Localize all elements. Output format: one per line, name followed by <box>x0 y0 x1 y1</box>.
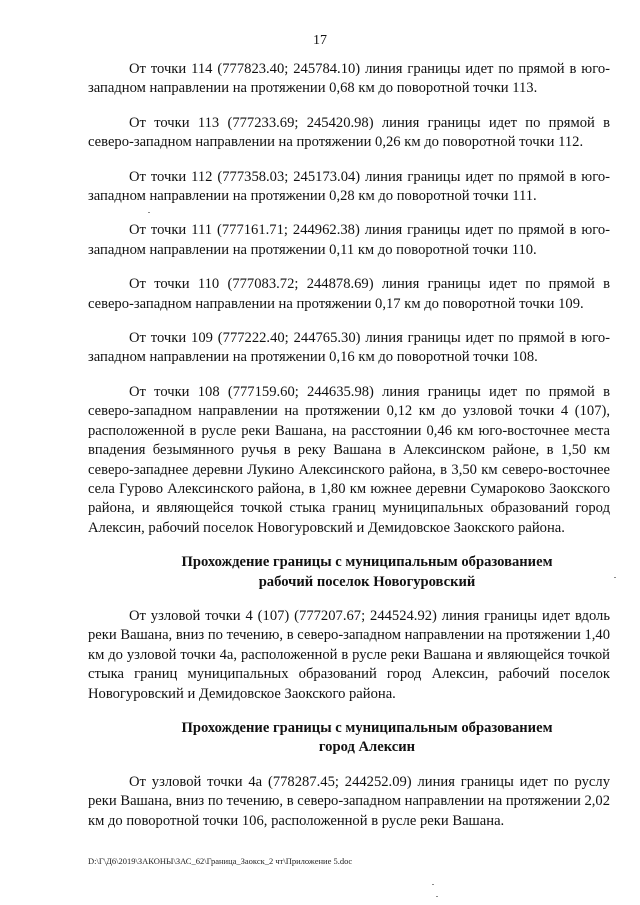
section-heading-novogurovsky <box>88 553 610 592</box>
section-heading-line: Прохождение границы с муниципальным образованием <box>181 719 553 736</box>
boundary-paragraph: От точки 109 (777222.40; 244765.30) линия границы идет по прямой в юго-западном направлении на протяжении 0,16 км до поворотной точки 108. <box>88 330 610 366</box>
boundary-paragraph: От точки 112 (777358.03; 245173.04) линия границы идет по прямой в юго-западном направлении на протяжении 0,28 км до поворотной точки 111. <box>88 168 610 205</box>
boundary-paragraph: От точки 110 (777083.72; 244878.69) линия границы идет по прямой в северо-западном направлении на протяжении 0,17 км до поворотной точки 109. <box>88 276 610 312</box>
boundary-paragraph: От точки 114 (777823.40; 245784.10) линия границы идет по прямой в юго-западном направлении на протяжении 0,68 км до поворотной точки 113. <box>88 61 610 97</box>
scan-speck <box>432 884 434 885</box>
scan-speck <box>614 577 616 578</box>
document-body <box>88 60 610 846</box>
section-heading-aleksin <box>88 719 610 758</box>
section-heading-line: рабочий поселок Новогуровский <box>258 573 476 590</box>
boundary-paragraph: От точки 108 (777159.60; 244635.98) линия границы идет по прямой в северо-западном направлении на протяжении 0,12 км до узловой точки 4 (107), расположенной в русле реки Вашана, на расстоянии 0,46 км юго-восточнее места впадения безымянного ручья в реку Вашана в Алексинском районе, в 1,50 км северо-западнее деревни Лукино Алексинского района, в 3,50 км северо-восточнее села Гурово Алексинского района, в 1,80 км южнее деревни Сумароково Заокского района, и являющейся точкой стыка границ муниципальных образований город Алексин, рабочий поселок Новогуровский и Демидовское Заокского района. <box>88 383 610 536</box>
boundary-paragraph: От точки 111 (777161.71; 244962.38) линия границы идет по прямой в юго-западном направлении на протяжении 0,11 км до поворотной точки 110. <box>88 222 610 258</box>
footer-file-path: D:\Г\Д6\2019\ЗАКОНЫ\ЗАС_62\Граница_Заокск_2 чт\Приложение 5.doc <box>88 856 353 866</box>
section-paragraph-aleksin: От узловой точки 4а (778287.45; 244252.09) линия границы идет по руслу реки Вашана, вниз по течению, в северо-западном направлении на протяжении 2,02 км до поворотной точки 106, расположенной в русле реки Вашана. <box>88 773 610 829</box>
boundary-paragraph: От точки 113 (777233.69; 245420.98) линия границы идет по прямой в северо-западном направлении на протяжении 0,26 км до поворотной точки 112. <box>88 114 610 151</box>
section-heading-line: город Алексин <box>318 739 416 756</box>
section-heading-line: Прохождение границы с муниципальным образованием <box>181 554 553 571</box>
scan-speck <box>148 212 150 213</box>
page-number: 17 <box>313 33 327 48</box>
scan-speck <box>436 896 438 897</box>
section-paragraph-novogurovsky: От узловой точки 4 (107) (777207.67; 244524.92) линия границы идет вдоль реки Вашана, вниз по течению, в северо-западном направлении на протяжении 1,40 км до узловой точки 4а, расположенной в русле реки Вашана и являющейся точкой стыка границ муниципальных образований город Алексин, рабочий поселок Новогуровский и Демидовское Заокского района. <box>88 607 610 702</box>
